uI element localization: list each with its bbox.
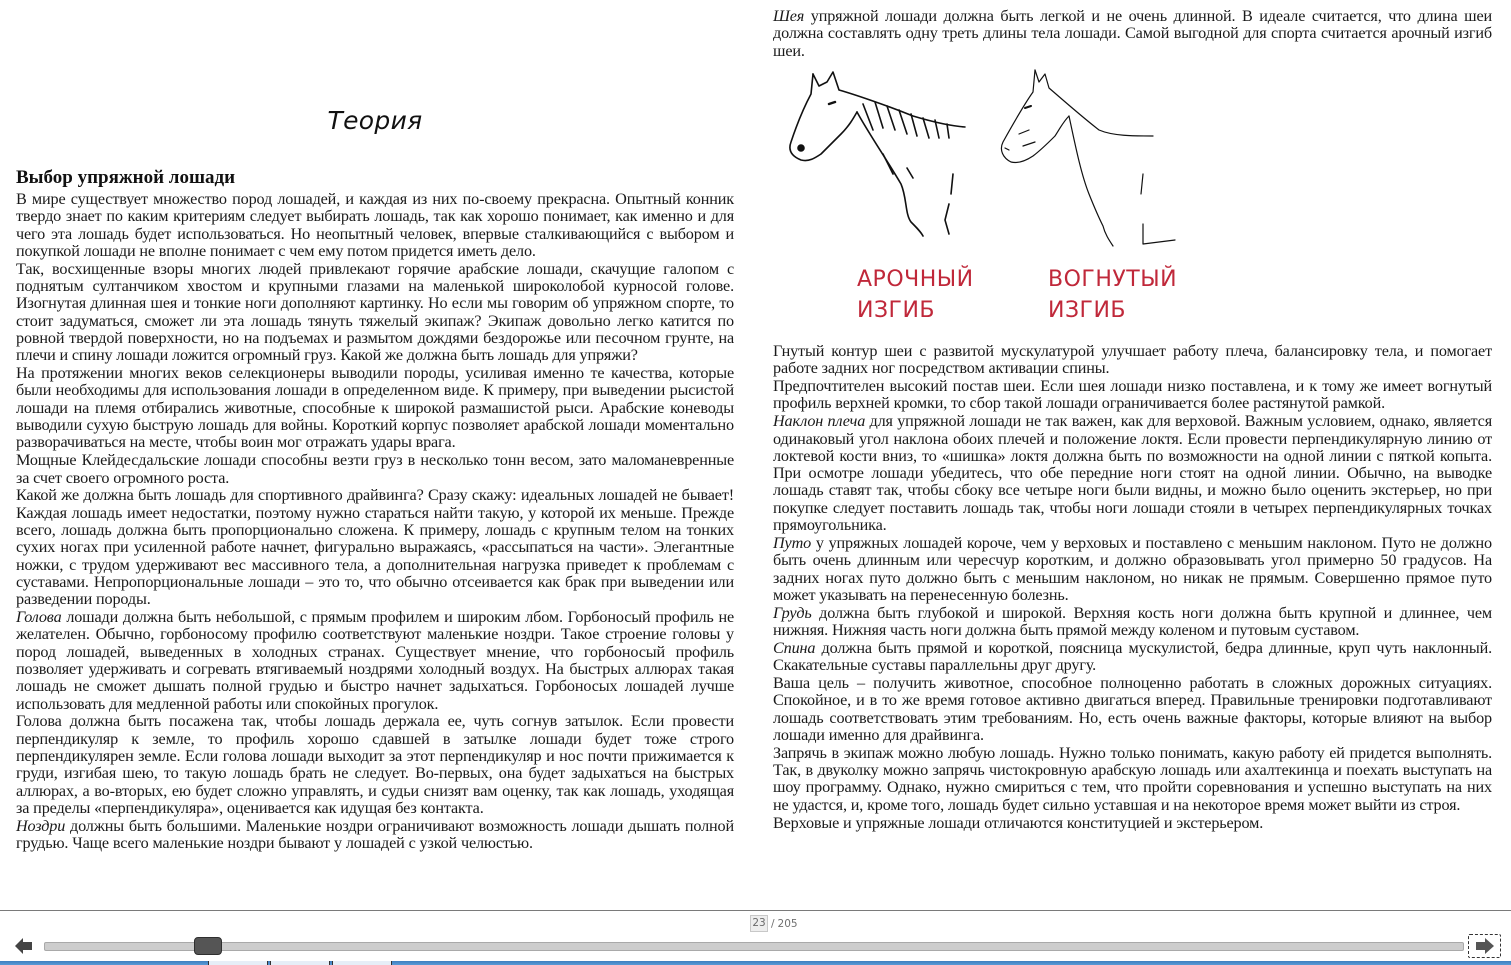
paragraph [773, 413, 1492, 534]
paragraph [773, 535, 1492, 604]
taskbar [0, 961, 1511, 965]
paragraph-lead: Грудь [773, 603, 812, 622]
paragraph [773, 745, 1492, 814]
paragraph-text: для упряжной лошади не так важен, как для верховой. Важным условием, однако, является одинаковый угол наклона обоих плечей и положение локтя. Если провести перпендикулярную линию от локтевой кости вниз, то «шишка» локтя должна быть по возможности на одной линии с пяткой копыта. При осмотре лошади убедитесь, что обе передние ноги стоят на одной линии. Обычно, на выводке лошадь ставят так, чтобы сбоку все четыре ноги были видны, и можно было оценить экстерьер, но при покупке следует поставить лошадь так, чтобы ноги лошади стояли в четырех перпендикулярных точках прямоугольника. [773, 412, 1492, 535]
paragraph-text: Верховые и упряжные лошади отличаются конституцией и экстерьером. [773, 813, 1264, 832]
paragraph [16, 713, 734, 817]
paragraph [16, 818, 734, 853]
paragraph [773, 8, 1492, 60]
current-page-input[interactable]: 23 [750, 915, 768, 932]
paragraph-text: Ваша цель – получить животное, способное полноценно работать в сложных дорожных ситуациях. Спокойное, и в то же время готовое активно двигаться вперед. Правильные тренировки подготавливают лошадь соответствовать этим требованиям. Но, есть очень важные факторы, которые влияют на выбор лошади именно для драйвинга. [773, 674, 1492, 744]
paragraph-text: Так, восхищенные взоры многих людей привлекают горячие арабские лошади, скачущие галопом с поднятым султанчиком хвостом и крупными глазами на маленькой широколобой курносой голове. Изогнутая длинная шея и тонкие ноги дополняют картинку. Но если мы говорим об упряжном спорте, то стоит задуматься, сможет ли эта лошадь тянуть тяжелый экипаж? Экипаж довольно легко катится по ровной твердой поверхности, но на подъемах и размытом дождями бездорожье или песочном грунте, на плечи и спину лошади ложится огромный груз. Какой же должна быть лошадь для упряжи? [16, 259, 734, 365]
paragraph-lead: Голова [16, 608, 62, 627]
taskbar-item[interactable] [332, 961, 392, 965]
arched-neck-label [857, 264, 974, 326]
concave-neck-label [1048, 264, 1177, 326]
paragraph-lead: Наклон плеча [773, 412, 866, 431]
arrow-left-icon [13, 936, 35, 956]
next-page-button[interactable] [1468, 934, 1501, 958]
arched-neck-horse-drawing [790, 72, 965, 236]
paragraph-lead: Ноздри [16, 816, 66, 835]
chapter-title: Теория [327, 106, 423, 135]
paragraph-text: упряжной лошади должна быть легкой и не очень длинной. В идеале считается, что длина шеи должна составлять одну треть длины тела лошади. Самой выгодной для спорта считается арочный изгиб шеи. [773, 7, 1492, 60]
paragraph-text: В мире существует множество пород лошадей, и каждая из них по-своему прекрасна. Опытный конник твердо знает по каким критериям следует выбирать лошадь, так как хорошо понимает, как именно и для чего эта лошадь будет использоваться. Но неопытный человек, впервые сталкивающийся с выбором и покупкой лошади не вполне понимает с чем ему потом придется иметь дело. [16, 190, 734, 260]
paragraph-lead: Спина [773, 638, 816, 657]
page-navigation-bar [0, 910, 1511, 965]
paragraph-text: у упряжных лошадей короче, чем у верховых и поставлено с меньшим наклоном. Путо не должно быть очень длинным или чересчур коротким, и должно образовывать угол примерно 50 градусов. На задних ногах путо должно быть с меньшим наклоном, но никак не прямым. Совершенно прямое путо может указывать на перенесенную болезнь. [773, 533, 1492, 604]
paragraph [16, 191, 734, 260]
paragraph [16, 609, 734, 713]
paragraph-lead: Путо [773, 533, 812, 552]
paragraph-text: лошади должна быть небольшой, с прямым профилем и широким лбом. Горбоносый профиль не желателен. Обычно, горбоносому профилю соответствуют маленькие ноздри. Такое строение головы у пород лошадей, выведенных в холодных странах. Существует мнение, что горбоносый профиль позволяет удерживать и согревать втягиваемый ноздрями холодный воздух. На быстрых аллюрах такая лошадь не сможет дышать полной грудью и быстро начнет задыхаться. Горбоносых лошадей лучше использовать для медленной работы или спокойных прогулок. [16, 608, 734, 713]
paragraph [773, 815, 1492, 832]
paragraph-text: На протяжении многих веков селекционеры выводили породы, усиливая именно те качества, которые были необходимы для использования лошади в определенном виде. К примеру, при выведении рысистой лошади на племя отбирались животные, способные к широкой размашистой рыси. Арабские коневоды выводили сухую быструю лошадь для войны. Короткий корпус позволяет арабской лошади моментально разворачиваться на месте, чтобы воин мог отражать удары врага. [16, 364, 734, 452]
left-page-body [16, 191, 734, 853]
paragraph-text: Какой же должна быть лошадь для спортивного драйвинга? Сразу скажу: идеальных лошадей не бывает! Каждая лошадь имеет недостатки, поэтому нужно стараться найти такую, у которой их меньше. Прежде всего, лошадь должна быть пропорционально сложена. К примеру, лошадь с крупным телом на тонких сухих ногах при усиленной работе начнет, фигурально выражаясь, «рассыпаться на части». Элегантные ножки, с трудом удерживают вес массивного тела, а дополнительная нагрузка приведет к проблемам с суставами. Непропорциональные лошади – это то, что обычно отсеивается как брак при выведении или разведении породы. [16, 486, 734, 609]
paragraph-text: Голова должна быть посажена так, чтобы лошадь держала ее, чуть согнув затылок. Если провести перпендикуляр к земле, то профиль хорошо сдавшей в затылке лошади будет тоже строго перпендикулярен земле. Если голова лошади выходит за этот перпендикуляр и нос почти прижимается к груди, изгибая шею, то такую лошадь брать не следует. Во-первых, она будет задыхаться на быстрых аллюрах, а во-вторых, ею будет сложно управлять, и судьи снизят вам оценку, так как лошадь, уходящая за пределы «перпендикуляра», оценивается как идущая без контакта. [16, 712, 734, 817]
paragraph-text: должна быть глубокой и широкой. Верхняя кость ноги должна быть крупной и длиннее, чем нижняя. Нижняя часть ноги должна быть прямой между коленом и путовым суставом. [773, 603, 1492, 640]
label-line: ИЗГИБ [1048, 297, 1127, 323]
paragraph [773, 640, 1492, 675]
section-title: Выбор упряжной лошади [16, 167, 236, 188]
label-line: АРОЧНЫЙ [857, 266, 974, 292]
paragraph-lead: Шея [773, 7, 805, 25]
paragraph [773, 605, 1492, 640]
right-page [773, 8, 1492, 833]
label-line: ИЗГИБ [857, 297, 936, 323]
neck-comparison-figure [783, 64, 1203, 337]
paragraph [16, 487, 734, 608]
right-page-body [773, 343, 1492, 832]
total-pages: 205 [777, 917, 798, 930]
concave-neck-horse-drawing [1001, 70, 1175, 246]
paragraph [16, 452, 734, 487]
paragraph-text: должна быть прямой и короткой, поясница мускулистой, бедра длинные, круп чуть наклонный. Скакательные суставы параллельны друг другу. [773, 638, 1492, 675]
previous-page-button[interactable] [13, 936, 35, 956]
paragraph [773, 378, 1492, 413]
label-line: ВОГНУТЫЙ [1048, 266, 1178, 292]
paragraph-text: Мощные Клейдесдальские лошади способны везти груз в несколько тонн весом, зато маломаневренные за счет своего огромного роста. [16, 451, 734, 487]
page-slider-thumb[interactable] [194, 937, 222, 955]
paragraph-text: должны быть большими. Маленькие ноздри ограничивают возможность лошади дышать полной грудью. Чаще всего маленькие ноздри бывают у лошадей с узкой челюстью. [16, 816, 734, 853]
paragraph [773, 343, 1492, 378]
horse-drawings-image [783, 64, 1203, 264]
page-counter [750, 915, 798, 932]
paragraph [773, 675, 1492, 744]
paragraph [16, 261, 734, 365]
arrow-right-icon [1469, 935, 1500, 957]
taskbar-item[interactable] [208, 961, 268, 965]
page-separator: / [771, 917, 775, 930]
page-slider[interactable] [44, 942, 1464, 951]
paragraph-text: Запрячь в экипаж можно любую лошадь. Нужно только понимать, какую работу ей придется выполнять. Так, в двуколку можно запрячь чистокровную арабскую лошадь или ахалтекинца и поехать выступать на шоу программу. Однако, нужно смириться с тем, что пройти соревнования и успешно выступать на них не удастся, и, кроме того, лошадь будет сильно уставшая и на некоторое время может выйти из строя. [773, 743, 1492, 814]
paragraph-text: Гнутый контур шеи с развитой мускулатурой улучшает работу плеча, балансировку тела, и помогает работе задних ног посредством активации спины. [773, 341, 1492, 378]
taskbar-item[interactable] [270, 961, 330, 965]
paragraph [16, 365, 734, 451]
paragraph-text: Предпочтителен высокий постав шеи. Если шея лошади низко поставлена, и к тому же имеет вогнутый профиль верхней кромки, то сбор такой лошади ограничивается более растянутой рамкой. [773, 377, 1492, 413]
